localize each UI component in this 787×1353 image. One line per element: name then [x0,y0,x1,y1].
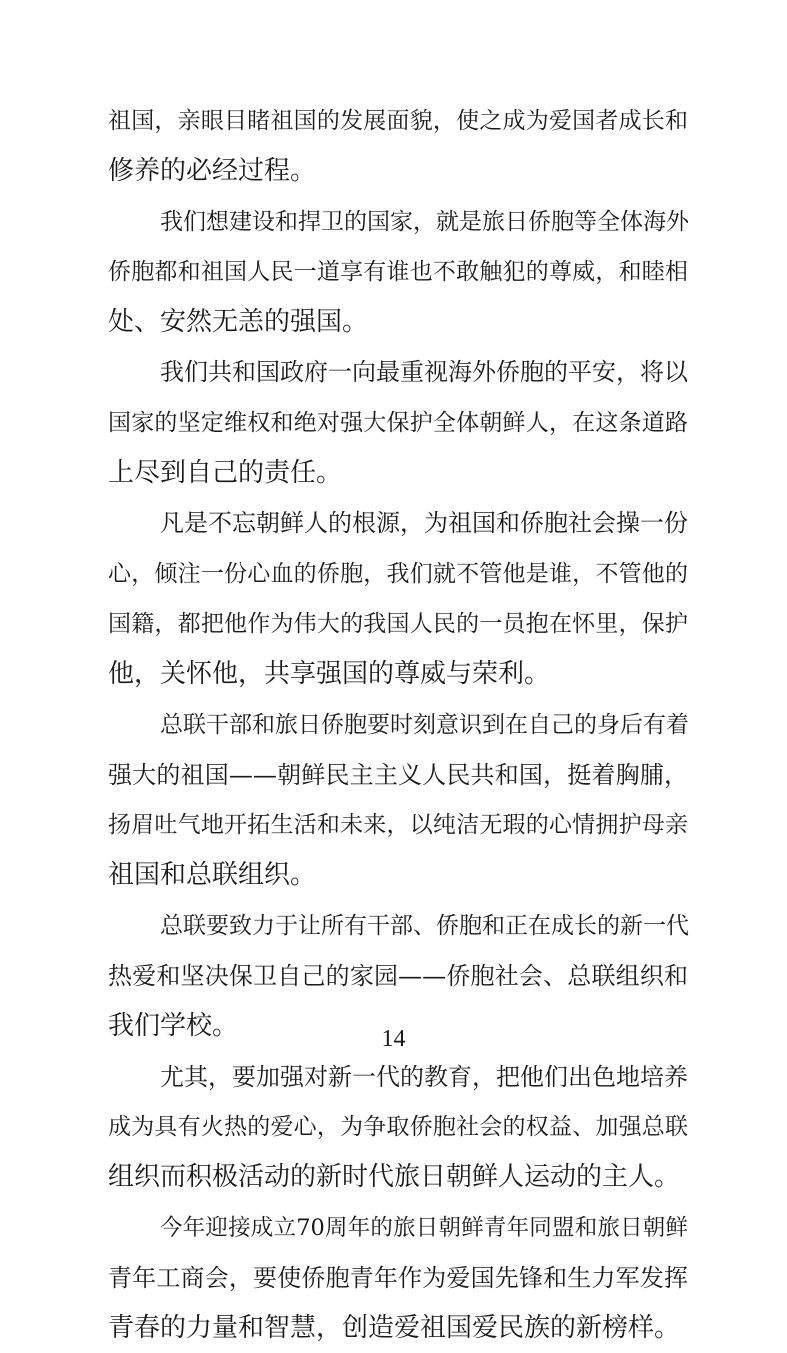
text-line: 心，倾注一份心血的侨胞，我们就不管他是谁，不管他的 [108,560,688,587]
paragraph [108,197,688,348]
paragraph [108,1052,688,1203]
paragraph [108,498,688,699]
text-line: 他，关怀他，共享强国的尊威与荣利。 [108,659,551,690]
paragraph [108,96,688,197]
text-line: 组织而积极活动的新时代旅日朝鲜人运动的主人。 [108,1162,681,1193]
text-line: 我们想建设和捍卫的国家，就是旅日侨胞等全体海外 [160,208,689,235]
text-line: 国籍，都把他作为伟大的我国人民的一员抱在怀里，保护 [108,610,688,637]
text-line: 上尽到自己的责任。 [108,458,343,489]
paragraph [108,1203,688,1353]
text-line: 青春的力量和智慧，创造爱祖国爱民族的新榜样。 [108,1313,681,1344]
text-line: 总联干部和旅日侨胞要时刻意识到在自己的身后有着 [160,711,689,738]
text-line: 修养的必经过程。 [108,156,317,187]
body-text [108,96,688,1353]
text-line: 强大的祖国——朝鲜民主主义人民共和国，挺着胸脯， [108,760,688,789]
paragraph [108,700,688,901]
text-line: 总联要致力于让所有干部、侨胞和正在成长的新一代 [160,912,689,939]
text-line: 祖国，亲眼目睹祖国的发展面貌，使之成为爱国者成长和 [108,108,688,134]
text-line: 热爱和坚决保卫自己的家园——侨胞社会、总联组织和 [108,962,688,991]
page-number: 14 [381,1026,406,1052]
text-line: 处、安然无恙的强国。 [108,307,369,338]
text-line: 祖国和总联组织。 [108,860,317,891]
paragraph [108,347,688,498]
text-line: 青年工商会，要使侨胞青年作为爱国先锋和生力军发挥 [108,1263,688,1292]
text-line: 尤其，要加强对新一代的教育，把他们出色地培养 [160,1062,688,1091]
text-line: 成为具有火热的爱心，为争取侨胞社会的权益、加强总联 [108,1113,688,1140]
text-line: 国家的坚定维权和绝对强大保护全体朝鲜人，在这条道路 [108,409,688,436]
text-line: 扬眉吐气地开拓生活和未来，以纯洁无瑕的心情拥护母亲 [108,812,688,839]
text-line: 今年迎接成立70周年的旅日朝鲜青年同盟和旅日朝鲜 [160,1214,688,1241]
text-line: 我们共和国政府一向最重视海外侨胞的平安，将以 [160,358,688,387]
text-line: 侨胞都和祖国人民一道享有谁也不敢触犯的尊威，和睦相 [108,258,688,285]
text-line: 我们学校。 [108,1011,239,1042]
text-line: 凡是不忘朝鲜人的根源，为祖国和侨胞社会操一份 [160,509,688,538]
